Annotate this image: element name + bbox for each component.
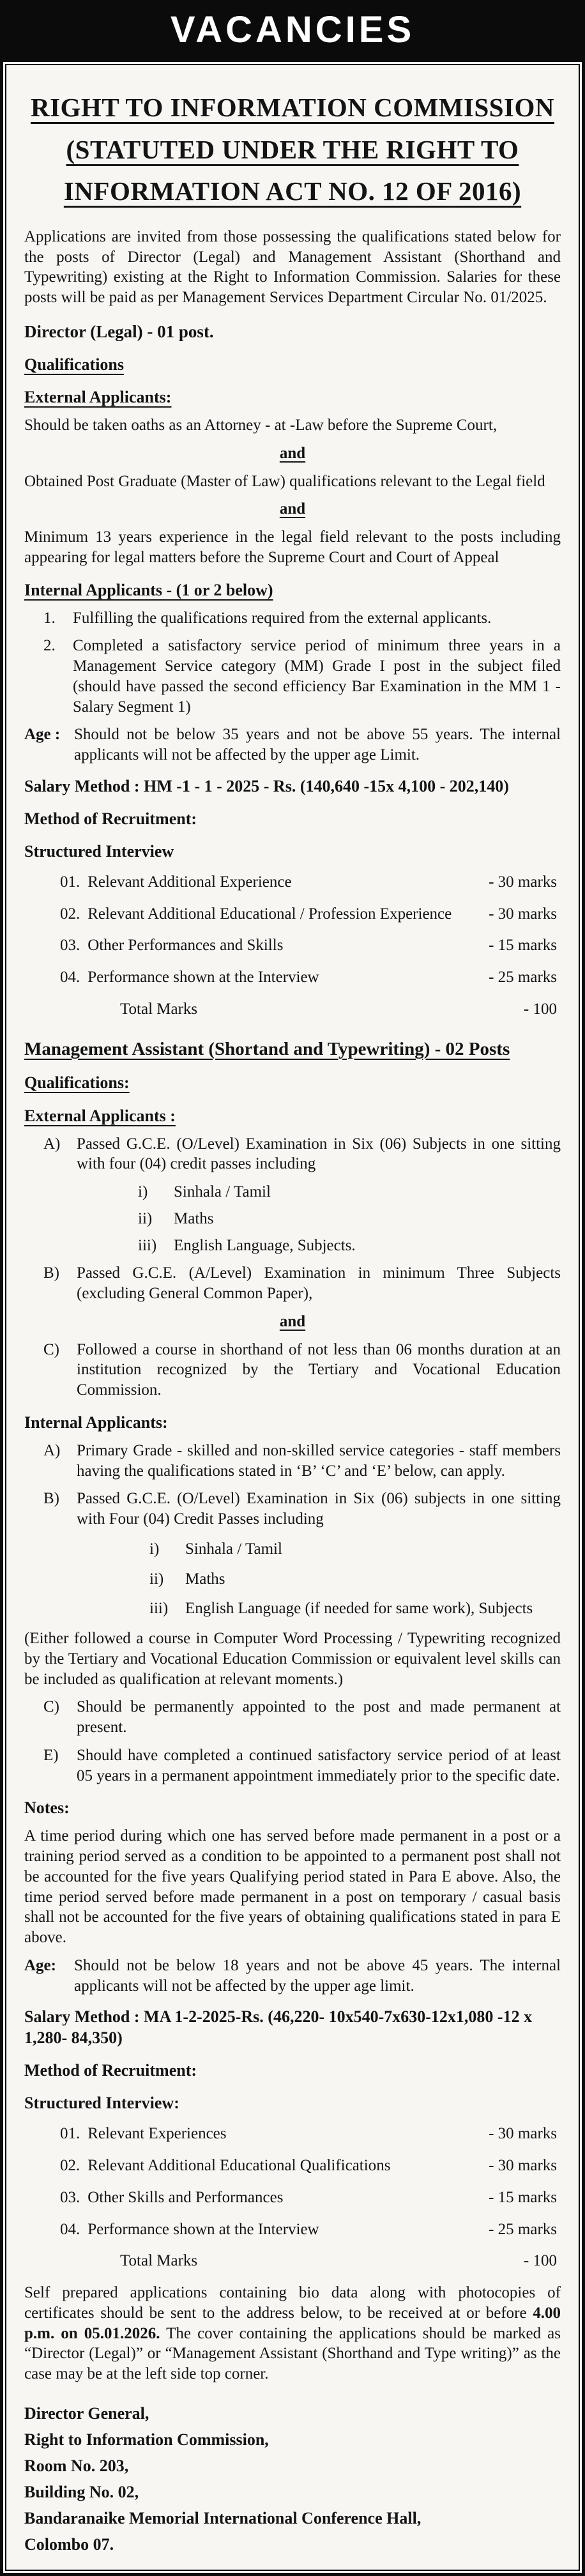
total-value: - 100: [523, 2252, 557, 2270]
marks-value: - 25 marks: [489, 969, 557, 986]
marks-label: 01. Relevant Experiences: [60, 2125, 227, 2143]
interview-heading: Structured Interview: [24, 841, 174, 861]
recruitment-heading: Method of Recruitment:: [24, 2061, 197, 2080]
letter-label: A): [43, 1441, 61, 1459]
marks-number: 01.: [60, 873, 80, 891]
numbered-item: [24, 608, 561, 629]
letter-label: B): [43, 1490, 59, 1508]
item-text: Passed G.C.E. (O/Level) Examination in Six (06) subjects in one sitting with Four (04) Credit Passes including: [77, 1490, 561, 1528]
roman-item: [24, 1539, 561, 1560]
document-inner: [5, 64, 580, 2571]
item-text: Should be permanently appointed to the post and made permanent at present.: [77, 1698, 561, 1736]
item-number: 1.: [43, 609, 56, 627]
total-label: Total Marks: [120, 2252, 198, 2270]
interview-heading: Structured Interview:: [24, 2094, 179, 2113]
lettered-item: [24, 1745, 561, 1786]
document-frame: [0, 59, 585, 2576]
marks-number: 04.: [60, 969, 80, 986]
director-internal-heading: Internal Applicants - (1 or 2 below): [24, 580, 273, 599]
item-number: 2.: [43, 637, 56, 655]
letter-label: C): [43, 1698, 59, 1716]
director-qualifications-heading: Qualifications: [24, 355, 125, 374]
item-text: Followed a course in shorthand of not less than 06 months duration at an institution recognized by the Tertiary and Vocational Education Commission.: [77, 1340, 561, 1399]
marks-number: 01.: [60, 2125, 80, 2143]
recruitment-heading: Method of Recruitment:: [24, 809, 197, 828]
marks-label: 02. Relevant Additional Educational / Profession Experience: [60, 905, 452, 923]
roman-text: English Language, Subjects.: [174, 1236, 356, 1254]
numbered-item: [24, 636, 561, 717]
closing-deadline: 4.00 p.m. on 05.01.2026.: [24, 2304, 561, 2342]
age-row: [24, 1956, 561, 1997]
letter-label: A): [43, 1135, 61, 1153]
marks-label: 04. Performance shown at the Interview: [60, 2220, 319, 2238]
roman-item: [24, 1182, 561, 1202]
marks-row: [24, 2216, 561, 2244]
title-line-3: INFORMATION ACT NO. 12 OF 2016): [63, 176, 522, 206]
lettered-item: [24, 1134, 561, 1175]
lettered-item: [24, 1697, 561, 1738]
marks-row: [24, 2184, 561, 2212]
lettered-item: [24, 1489, 561, 1529]
age-text: Should not be below 18 years and not be above 45 years. The internal applicants will not be affected by the upper age limit.: [74, 1956, 561, 1995]
roman-item: [24, 1236, 561, 1256]
item-text: Fulfilling the qualifications required from the external applicants.: [73, 609, 492, 627]
roman-number: i): [138, 1183, 148, 1201]
ma-external-heading: External Applicants :: [24, 1106, 176, 1125]
marks-value: - 30 marks: [489, 2125, 557, 2143]
age-row: [24, 724, 561, 765]
item-text: Should have completed a continued satisfactory service period of at least 05 years in a permanent appointment immediately prior to the specific date.: [77, 1746, 561, 1784]
director-external-item-1: Should be taken oaths as an Attorney - at -Law before the Supreme Court,: [24, 417, 498, 434]
marks-label: 03. Other Skills and Performances: [60, 2188, 284, 2206]
lettered-item: [24, 1441, 561, 1482]
closing-text-before: Self prepared applications containing bio data along with photocopies of certificates should be sent to the address below, to be received at or before: [24, 2284, 561, 2322]
marks-value: - 15 marks: [489, 937, 557, 954]
title-line-1: RIGHT TO INFORMATION COMMISSION: [30, 93, 555, 122]
ma-post-title: Management Assistant (Shortand and Typewriting) - 02 Posts: [24, 1038, 510, 1059]
roman-text: Sinhala / Tamil: [174, 1183, 271, 1201]
roman-number: ii): [149, 1570, 164, 1588]
total-marks-row: [24, 995, 561, 1023]
and-separator: and: [279, 500, 306, 518]
marks-label: 03. Other Performances and Skills: [60, 937, 284, 954]
age-text: Should not be below 35 years and not be above 55 years. The internal applicants will not be affected by the upper age Limit.: [74, 726, 561, 764]
closing-text-after: The cover containing the applications should be marked as “Director (Legal)” or “Management Assistant (Shorthand and Type writing)” as the case may be at the left side top corner.: [24, 2324, 561, 2383]
marks-row: [24, 900, 561, 928]
roman-item: [24, 1598, 561, 1619]
marks-label: 01. Relevant Additional Experience: [60, 873, 292, 891]
title-line-2: (STATUTED UNDER THE RIGHT TO: [66, 134, 519, 164]
ma-internal-heading: Internal Applicants:: [24, 1413, 168, 1432]
marks-number: 02.: [60, 2157, 80, 2175]
marks-value: - 25 marks: [489, 2220, 557, 2238]
marks-number: 03.: [60, 937, 80, 954]
address-block: [24, 2401, 561, 2557]
item-text: Passed G.C.E. (A/Level) Examination in minimum Three Subjects (excluding General Common Paper),: [77, 1264, 561, 1303]
address-line: Bandaranaike Memorial International Conference Hall,: [24, 2508, 422, 2527]
letter-label: B): [43, 1264, 59, 1282]
item-text: Primary Grade - skilled and non-skilled service categories - staff members having the qualifications stated in ‘B’ ‘C’ and ‘E’ below, can apply.: [77, 1441, 561, 1480]
total-marks-row: [24, 2247, 561, 2275]
marks-number: 02.: [60, 905, 80, 923]
closing-paragraph: [24, 2283, 561, 2384]
roman-text: Sinhala / Tamil: [185, 1540, 282, 1558]
notes-heading: Notes:: [24, 1798, 70, 1818]
banner-title: VACANCIES: [170, 8, 415, 50]
lettered-item: [24, 1340, 561, 1400]
ma-qualifications-heading: Qualifications:: [24, 1073, 130, 1092]
director-external-item-2: Obtained Post Graduate (Master of Law) qualifications relevant to the Legal field: [24, 472, 545, 490]
age-label: Age:: [24, 1956, 56, 1974]
lettered-item: [24, 1263, 561, 1304]
marks-row: [24, 2120, 561, 2148]
age-label: Age :: [24, 726, 61, 744]
roman-number: ii): [138, 1209, 153, 1227]
salary-method: Salary Method : MA 1-2-2025-Rs. (46,220- 10x540-7x630-12x1,080 -12 x 1,280- 84,350): [24, 2007, 533, 2048]
marks-row: [24, 931, 561, 960]
item-text: Passed G.C.E. (O/Level) Examination in Six (06) Subjects in one sitting with four (04) credit passes including: [77, 1135, 561, 1173]
roman-text: English Language (if needed for same work), Subjects: [185, 1600, 533, 1618]
director-external-item-3: Minimum 13 years experience in the legal field relevant to the posts including appearing for legal matters before the Supreme Court and Court of Appeal: [24, 528, 561, 566]
roman-number: iii): [149, 1600, 169, 1618]
letter-label: C): [43, 1340, 59, 1358]
marks-value: - 15 marks: [489, 2188, 557, 2206]
address-line: Colombo 07.: [24, 2534, 114, 2554]
total-label: Total Marks: [120, 1000, 198, 1018]
salary-method: Salary Method : HM -1 - 1 - 2025 - Rs. (140,640 -15x 4,100 - 202,140): [24, 776, 509, 795]
marks-label: 04. Performance shown at the Interview: [60, 969, 319, 986]
marks-number: 03.: [60, 2188, 80, 2206]
director-external-heading: External Applicants:: [24, 388, 172, 407]
address-line: Building No. 02,: [24, 2482, 139, 2501]
roman-number: i): [149, 1540, 160, 1558]
roman-number: iii): [138, 1236, 157, 1254]
address-line: Director General,: [24, 2404, 149, 2423]
and-separator: and: [279, 444, 306, 462]
roman-item: [24, 1569, 561, 1590]
marks-row: [24, 2152, 561, 2180]
item-text: Completed a satisfactory service period of minimum three years in a Management Service category (MM) Grade I post in the subject filed (should have passed the second efficiency Bar Examination in the MM 1 - Salary Segment 1): [73, 637, 561, 716]
address-line: Right to Information Commission,: [24, 2430, 269, 2449]
roman-text: Maths: [185, 1570, 225, 1588]
marks-label: 02. Relevant Additional Educational Qualifications: [60, 2157, 391, 2175]
total-value: - 100: [523, 1000, 557, 1018]
commission-title: [24, 87, 561, 213]
director-post-title: Director (Legal) - 01 post.: [24, 321, 214, 341]
marks-value: - 30 marks: [489, 873, 557, 891]
roman-text: Maths: [174, 1209, 214, 1227]
letter-label: E): [43, 1746, 59, 1764]
intro-paragraph: Applications are invited from those possessing the qualifications stated below for the posts of Director (Legal) and Management Assistant (Shorthand and Typewriting) existing at the Right to Information Commission. Salaries for these posts will be paid as per Management Services Department Circular No. 01/2025.: [24, 227, 561, 307]
marks-value: - 30 marks: [489, 2157, 557, 2175]
notes-paragraph: A time period during which one has served before made permanent in a post or a training period served as a condition to be appointed to a permanent post shall not be accounted for the five years Qualifying period stated in Para E above. Also, the time period served before made permanent in a post on temporary / casual basis shall not be accounted for the five years of obtaining qualifications stated in para E above.: [24, 1827, 561, 1947]
marks-row: [24, 963, 561, 992]
marks-number: 04.: [60, 2220, 80, 2238]
marks-row: [24, 868, 561, 896]
either-note: (Either followed a course in Computer Word Processing / Typewriting recognized by the Tertiary and Vocational Education Commission or equivalent level skills can be included as qualification at relevant moments.): [24, 1630, 561, 1688]
marks-value: - 30 marks: [489, 905, 557, 923]
roman-item: [24, 1209, 561, 1229]
and-separator: and: [279, 1312, 306, 1330]
banner: [0, 0, 585, 59]
address-line: Room No. 203,: [24, 2456, 129, 2475]
